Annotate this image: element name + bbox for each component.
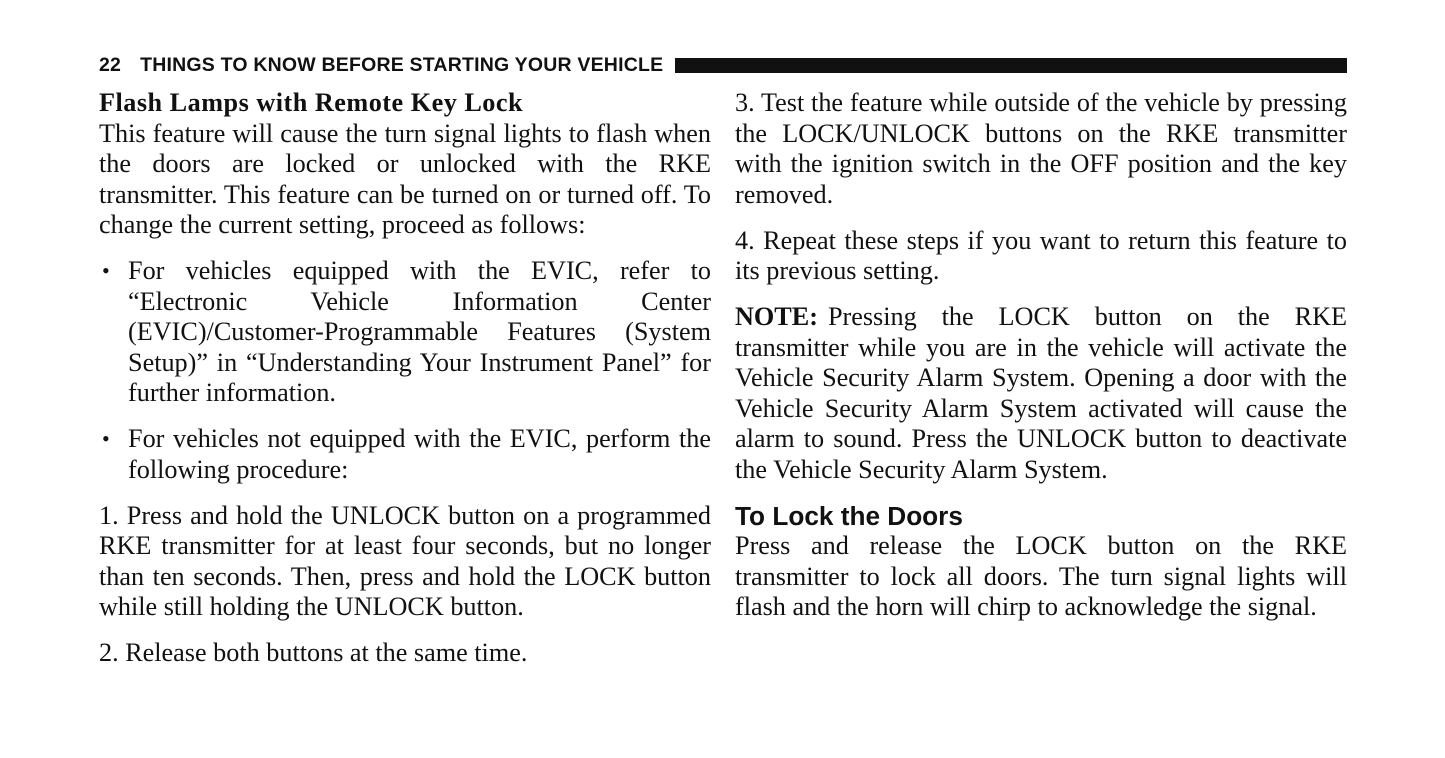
left-column	[99, 88, 711, 669]
lock-doors-heading: To Lock the Doors	[735, 500, 963, 531]
right-column	[735, 88, 1347, 623]
list-item	[99, 256, 711, 409]
note-text: Pressing the LOCK button on the RKE transmitter while you are in the vehicle will activate the Vehicle Security Alarm System. Opening a door with the Vehicle Security Alarm System activated will cause the alarm to sound. Press the UNLOCK button to deactivate the Vehicle Security Alarm System.	[735, 302, 1347, 484]
running-head: THINGS TO KNOW BEFORE STARTING YOUR VEHICLE	[140, 53, 664, 76]
bullet-list	[99, 256, 711, 485]
step-2: 2. Release both buttons at the same time.	[99, 638, 528, 667]
list-item-text: For vehicles not equipped with the EVIC, perform the following procedure:	[128, 424, 711, 484]
intro-paragraph: This feature will cause the turn signal lights to flash when the doors are locked or unlocked with the RKE transmitter. This feature can be turned on or turned off. To change the current setting, proceed as follows:	[99, 118, 711, 239]
step-1: 1. Press and hold the UNLOCK button on a programmed RKE transmitter for at least four seconds, but no longer than ten seconds. Then, press and hold the LOCK button while still holding the UNLOCK button.	[99, 500, 711, 621]
step-4: 4. Repeat these steps if you want to return this feature to its previous setting.	[735, 225, 1347, 285]
note-paragraph	[735, 302, 1347, 485]
step-3: 3. Test the feature while outside of the vehicle by pressing the LOCK/UNLOCK buttons on the RKE transmitter with the ignition switch in the OFF position and the key removed.	[735, 88, 1347, 209]
list-item	[99, 424, 711, 485]
note-label: NOTE:	[735, 302, 818, 331]
header-rule	[675, 58, 1347, 73]
lock-doors-paragraph: Press and release the LOCK button on the RKE transmitter to lock all doors. The turn signal lights will flash and the horn will chirp to acknowledge the signal.	[735, 531, 1347, 621]
page-number: 22	[99, 53, 122, 76]
page-header	[99, 53, 1347, 77]
bullet-icon: •	[102, 426, 110, 451]
list-item-text: For vehicles equipped with the EVIC, refer to “Electronic Vehicle Information Center (EVIC)/Customer-Programmable Features (System Setup)” in “Understanding Your Instrument Panel” for further information.	[128, 256, 711, 407]
section-heading: Flash Lamps with Remote Key Lock	[99, 88, 524, 117]
bullet-icon: •	[102, 258, 110, 283]
